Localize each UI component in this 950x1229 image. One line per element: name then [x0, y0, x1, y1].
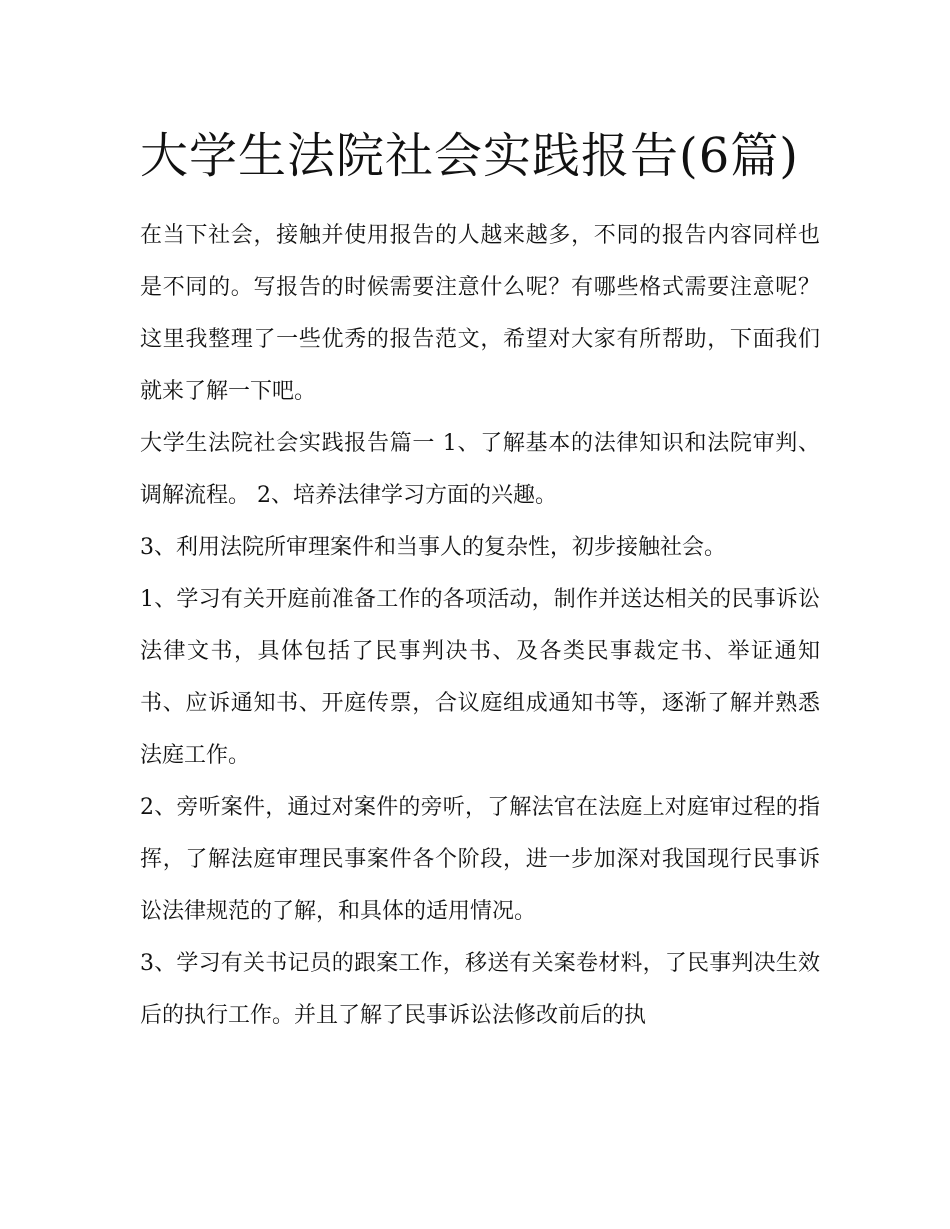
- goal-three-paragraph: 3、利用法院所审理案件和当事人的复杂性，初步接触社会。: [140, 535, 726, 560]
- task-two-paragraph: 2、旁听案件，通过对案件的旁听，了解法官在法庭上对庭审过程的指挥，了解法庭审理民事案件各个阶段，进一步加深对我国现行民事诉讼法律规范的了解，和具体的适用情况。: [140, 795, 820, 924]
- task-three-paragraph: 3、学习有关书记员的跟案工作，移送有关案卷材料，了民事判决生效后的执行工作。并且了解了民事诉讼法修改前后的执: [140, 951, 820, 1028]
- section-one-goals-paragraph: 大学生法院社会实践报告篇一 1、了解基本的法律知识和法院审判、调解流程。 2、培养法律学习方面的兴趣。: [140, 431, 820, 508]
- task-one-paragraph: 1、学习有关开庭前准备工作的各项活动，制作并送达相关的民事诉讼法律文书，具体包括了民事判决书、及各类民事裁定书、举证通知书、应诉通知书、开庭传票，合议庭组成通知书等，逐渐了解并熟悉法庭工作。: [140, 587, 820, 768]
- document-title: 大学生法院社会实践报告(6篇): [140, 128, 799, 184]
- document-page: [140, 116, 820, 1042]
- intro-paragraph: 在当下社会，接触并使用报告的人越来越多，不同的报告内容同样也是不同的。写报告的时候需要注意什么呢？有哪些格式需要注意呢？这里我整理了一些优秀的报告范文，希望对大家有所帮助，下面我们就来了解一下吧。: [140, 223, 820, 404]
